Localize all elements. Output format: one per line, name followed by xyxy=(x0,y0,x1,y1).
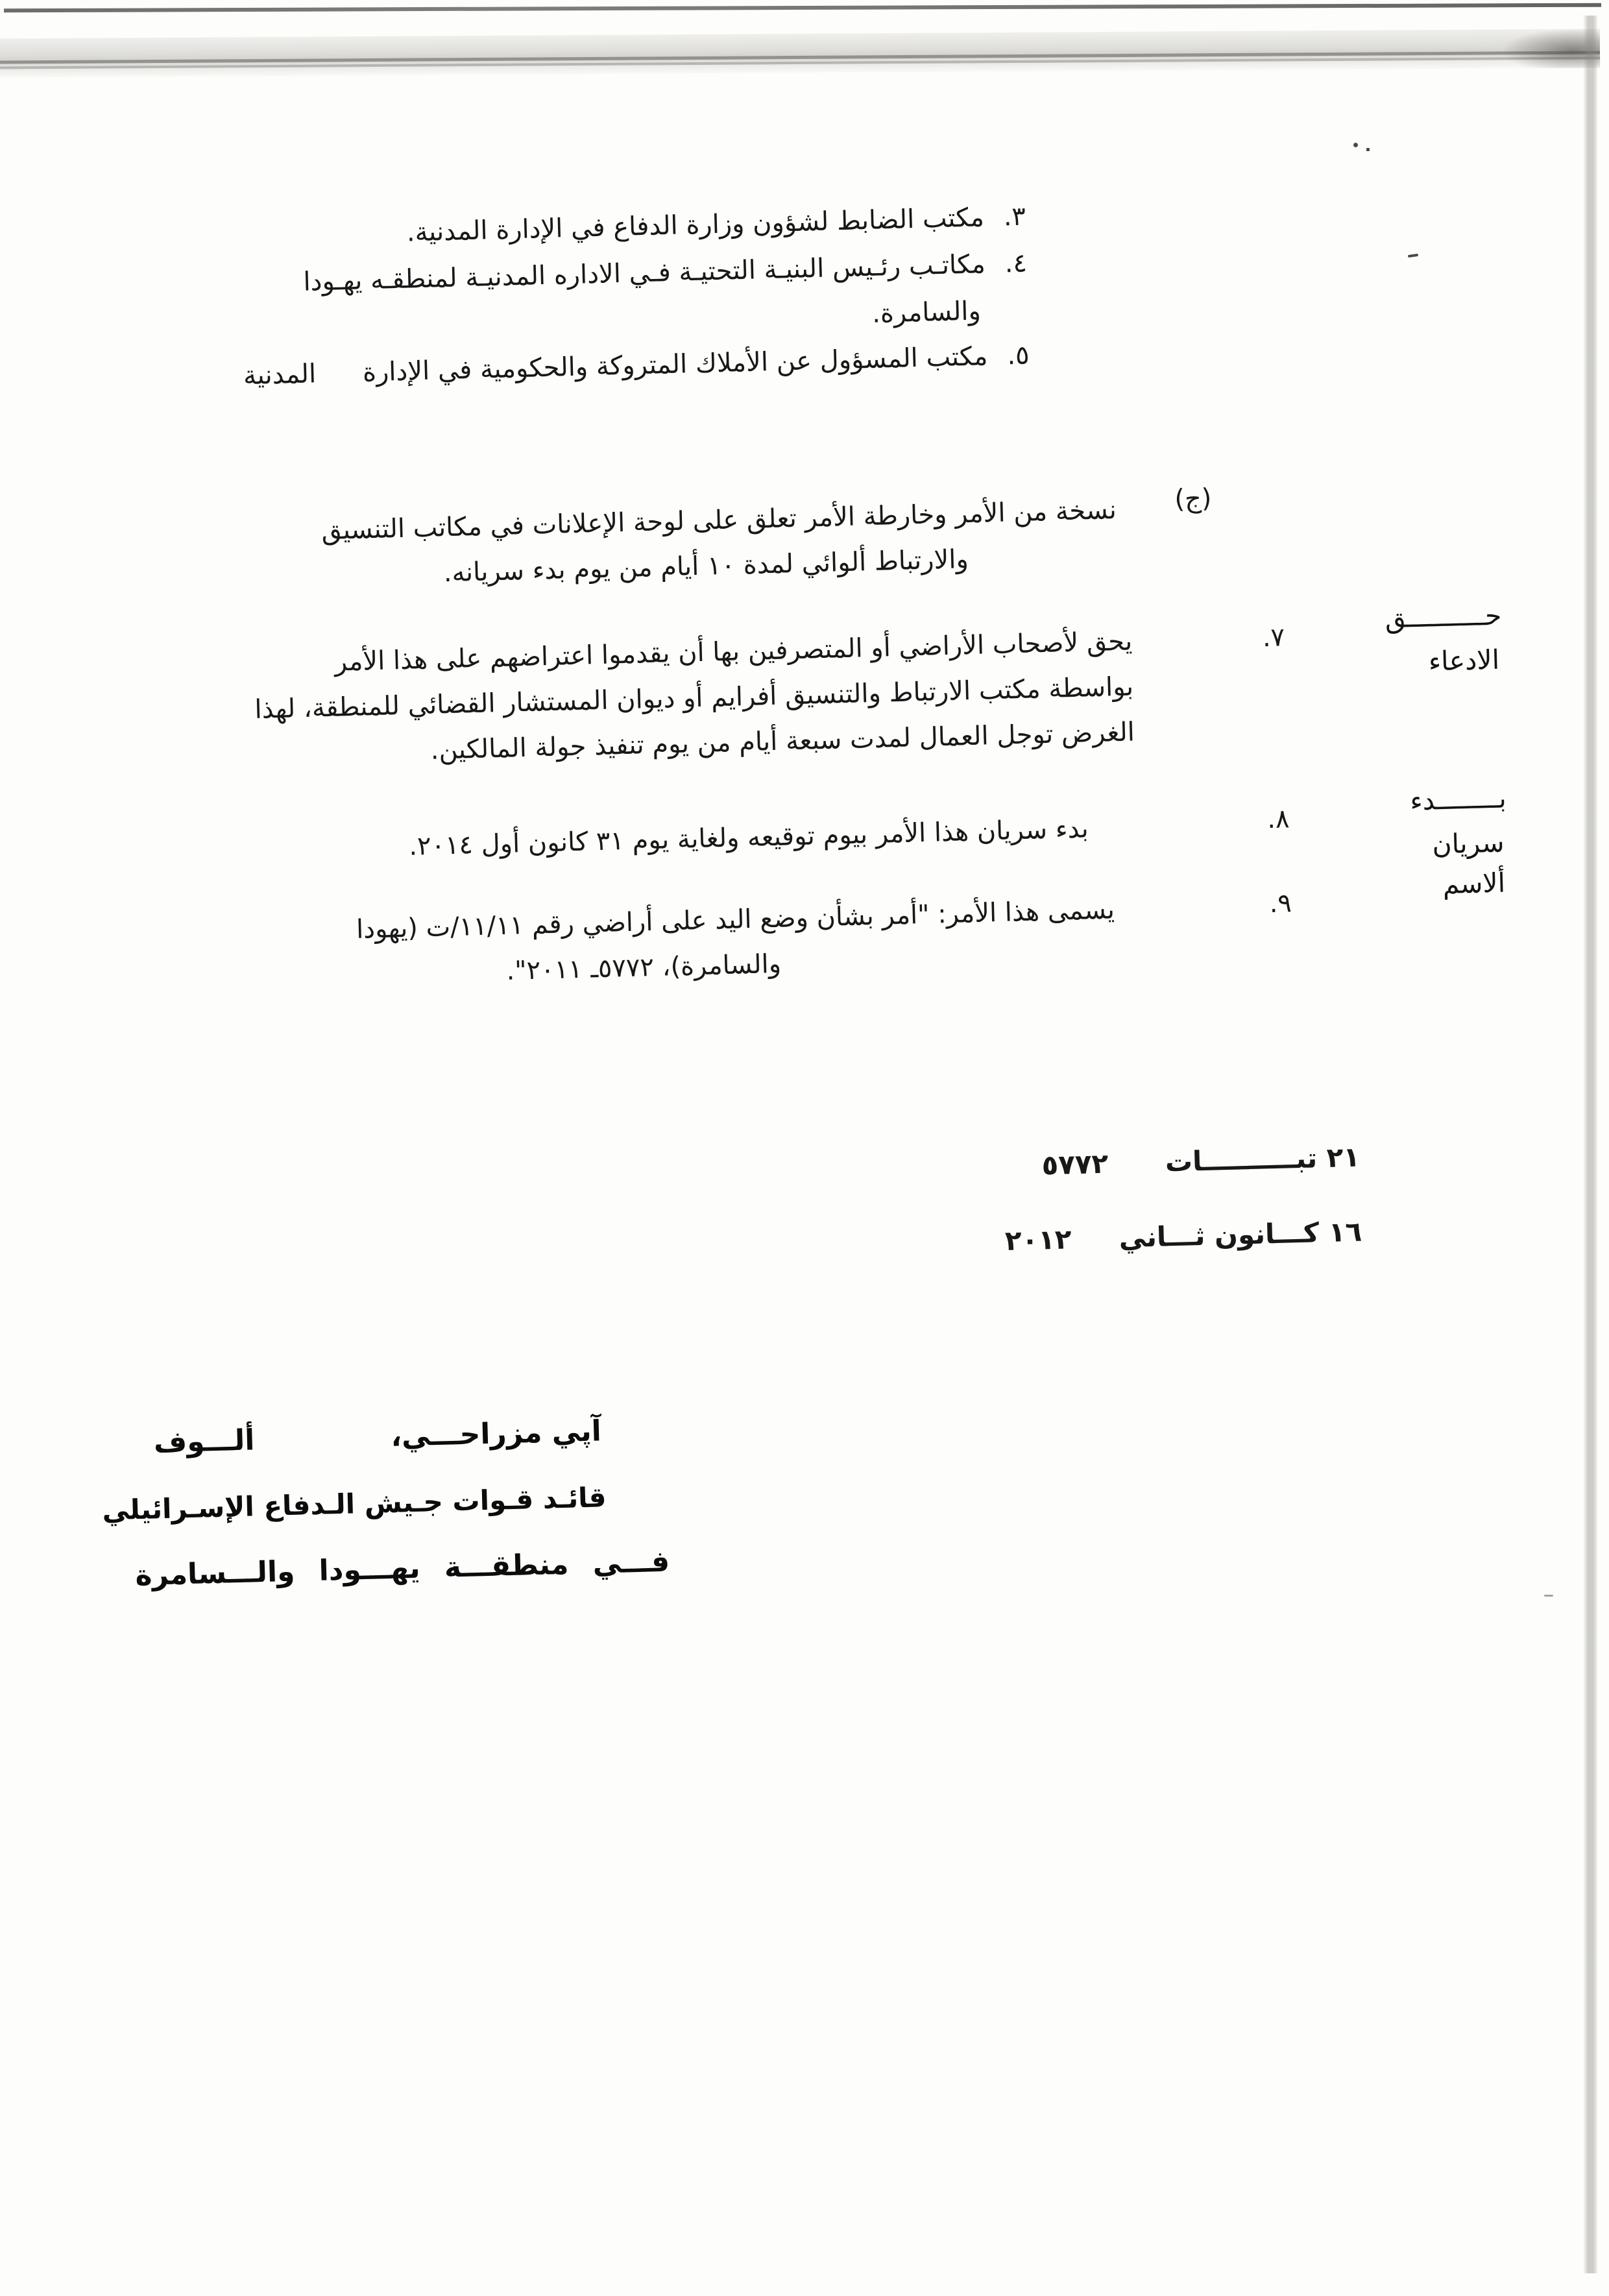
list-item-4-continuation xyxy=(871,293,981,331)
list-item-3 xyxy=(406,199,1026,250)
gregorian-date: ١٦ كـــانون ثـــاني ٢٠١٢ xyxy=(1004,1215,1362,1257)
clause-9-body-line2: والسامرة)، ٥٧٧٢ـ ٢٠١١". xyxy=(505,949,782,986)
clause-7-body-line2: بواسطة مكتب الارتباط والتنسيق أفرايم أو ديوان المستشار القضائي للمنطقة، لهذا xyxy=(254,671,1134,725)
list-item-5 xyxy=(243,338,1030,394)
clause-8-number: ٨. xyxy=(1266,804,1290,835)
clause-9-number: ٩. xyxy=(1269,888,1292,919)
signature-line1 xyxy=(153,1412,601,1462)
clause-7-label-line2: الادعاء xyxy=(1428,644,1500,677)
clause-j-text-line2: والارتباط ألوائي لمدة ١٠ أيام من يوم بدء سريانه. xyxy=(443,544,969,588)
clause-7-body-line3: الغرض توجل العمال لمدت سبعة أيام من يوم تنفيذ جولة المالكين. xyxy=(430,717,1135,766)
list-item-4-number: ٤. xyxy=(1004,248,1028,279)
list-item-3-text: مكتب الضابط لشؤون وزارة الدفاع في الإدارة المدنية. xyxy=(406,202,985,248)
signature-name-rank xyxy=(153,1412,601,1462)
signature-region-text: فـــي منطقـــة يهـــودا والـــسامرة xyxy=(134,1545,670,1593)
clause-7-body-line1: يحق لأصحاب الأراضي أو المتصرفين بها أن يقدموا اعتراضهم على هذا الأمر xyxy=(334,626,1133,677)
clause-7-label-line1: حــــــــــق xyxy=(1385,599,1502,634)
clause-8-label-line1: بــــــــدء xyxy=(1409,782,1507,817)
list-item-3-number: ٣. xyxy=(1003,201,1026,232)
clause-j-marker: (ج) xyxy=(1174,483,1213,514)
clause-j-text-line1: نسخة من الأمر وخارطة الأمر تعلق على لوحة الإعلانات في مكاتب التنسيق xyxy=(321,495,1117,546)
clause-7-number: ٧. xyxy=(1262,622,1285,653)
signature-name: آپي مزراحـــي، xyxy=(390,1414,602,1453)
list-item-5-text: مكتب المسؤول عن الأملاك المتروكة والحكومية في الإدارة xyxy=(362,341,988,388)
signature-region xyxy=(135,1543,670,1595)
list-item-5-text-tail: المدنية xyxy=(243,359,317,391)
list-item-4-text-line2: والسامرة. xyxy=(871,296,982,329)
signature-rank: ألـــوف xyxy=(153,1423,256,1460)
list-item-4 xyxy=(303,246,1028,300)
hebrew-date: ٢١ تبــــــــــات ٥٧٧٢ xyxy=(1041,1141,1361,1181)
list-item-4-text: مكاتـب رئـيس البنيـة التحتيـة فـي الاداره المدنيـة لمنطقـه يهـودا xyxy=(302,249,986,297)
signature-role: قائـد قـوات جـيش الـدفاع الإسـرائيلي xyxy=(101,1481,607,1527)
clause-9-label: ألاسم xyxy=(1442,867,1506,900)
list-item-5-number: ٥. xyxy=(1006,340,1030,371)
clause-8-body-line1: بدء سريان هذا الأمر بيوم توقيعه ولغاية يوم ٣١ كانون أول ٢٠١٤. xyxy=(408,814,1089,862)
clause-8-label-line2: سريان xyxy=(1431,827,1505,860)
clause-9-body-line1: يسمى هذا الأمر: "أمر بشأن وضع اليد على أراضي رقم ١١/١١/ت (يهودا xyxy=(356,895,1115,945)
